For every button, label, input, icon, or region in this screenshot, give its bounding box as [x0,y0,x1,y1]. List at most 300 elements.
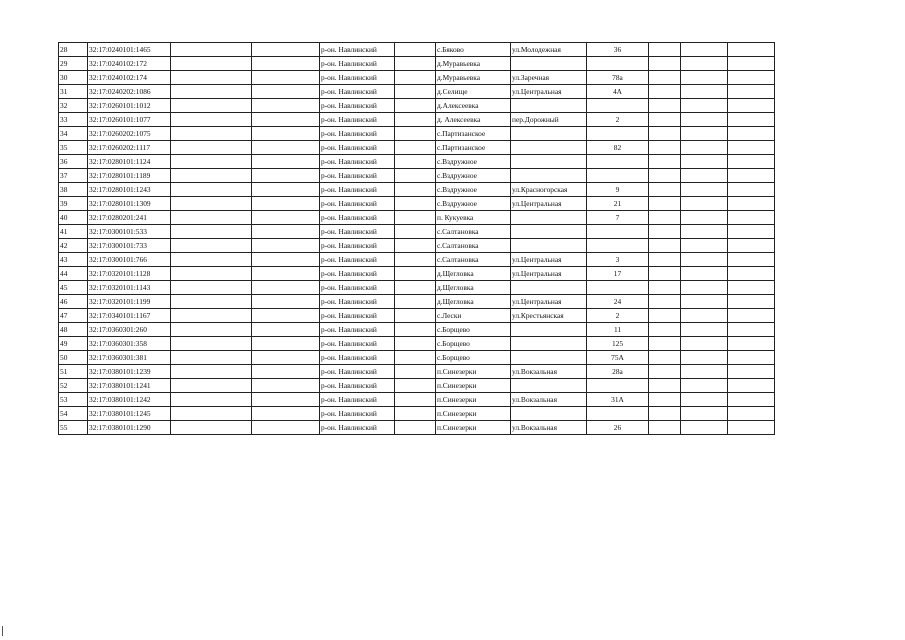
empty-cell [728,141,775,155]
empty-cell [681,393,728,407]
settlement-cell: с.Партизанское [436,127,511,141]
street-cell [511,239,587,253]
empty-cell [728,99,775,113]
house-number-cell [587,155,649,169]
settlement-cell: д.Щегловка [436,267,511,281]
empty-cell [728,113,775,127]
street-cell: ул.Центральная [511,253,587,267]
street-cell: ул.Вокзальная [511,421,587,435]
settlement-cell: д.Щегловка [436,281,511,295]
empty-cell [171,85,252,99]
row-number-cell: 48 [59,323,88,337]
street-cell [511,169,587,183]
empty-cell [395,43,436,57]
empty-cell [395,85,436,99]
region-cell: р-он. Навлинский [320,211,395,225]
street-cell: ул.Заречная [511,71,587,85]
empty-cell [171,113,252,127]
region-cell: р-он. Навлинский [320,281,395,295]
empty-cell [728,169,775,183]
empty-cell [649,393,681,407]
empty-cell [649,85,681,99]
empty-cell [728,365,775,379]
empty-cell [681,295,728,309]
settlement-cell: с.Вздружное [436,197,511,211]
house-number-cell: 11 [587,323,649,337]
cadastral-number-cell: 32:17:0380101:1242 [88,393,171,407]
empty-cell [395,295,436,309]
empty-cell [649,71,681,85]
region-cell: р-он. Навлинский [320,267,395,281]
cadastral-number-cell: 32:17:0300101:733 [88,239,171,253]
table-row [59,169,775,183]
empty-cell [728,239,775,253]
table-row [59,267,775,281]
table-row [59,351,775,365]
settlement-cell: с.Борщево [436,351,511,365]
empty-cell [681,99,728,113]
street-cell: ул.Центральная [511,85,587,99]
row-number-cell: 44 [59,267,88,281]
empty-cell [252,169,320,183]
table-row [59,85,775,99]
row-number-cell: 53 [59,393,88,407]
street-cell: ул.Красногорская [511,183,587,197]
settlement-cell: с.Салтановка [436,253,511,267]
empty-cell [649,127,681,141]
empty-cell [681,365,728,379]
empty-cell [649,421,681,435]
empty-cell [171,351,252,365]
empty-cell [171,141,252,155]
empty-cell [171,71,252,85]
settlement-cell: с.Бяково [436,43,511,57]
empty-cell [728,407,775,421]
empty-cell [649,239,681,253]
house-number-cell: 31А [587,393,649,407]
row-number-cell: 28 [59,43,88,57]
empty-cell [681,71,728,85]
house-number-cell [587,281,649,295]
house-number-cell: 36 [587,43,649,57]
empty-cell [649,99,681,113]
row-number-cell: 43 [59,253,88,267]
empty-cell [728,43,775,57]
empty-cell [395,99,436,113]
empty-cell [681,183,728,197]
cadastral-number-cell: 32:17:0280101:1309 [88,197,171,211]
empty-cell [395,71,436,85]
empty-cell [681,113,728,127]
table-row [59,281,775,295]
empty-cell [171,127,252,141]
house-number-cell: 125 [587,337,649,351]
empty-cell [252,85,320,99]
empty-cell [681,57,728,71]
street-cell: ул.Центральная [511,197,587,211]
cadastral-number-cell: 32:17:0240102:172 [88,57,171,71]
empty-cell [252,267,320,281]
empty-cell [728,323,775,337]
empty-cell [649,183,681,197]
street-cell [511,379,587,393]
region-cell: р-он. Навлинский [320,309,395,323]
row-number-cell: 47 [59,309,88,323]
street-cell: ул.Вокзальная [511,365,587,379]
empty-cell [171,407,252,421]
empty-cell [649,365,681,379]
cadastral-number-cell: 32:17:0360301:358 [88,337,171,351]
empty-cell [728,295,775,309]
empty-cell [395,267,436,281]
table-row [59,113,775,127]
street-cell [511,211,587,225]
row-number-cell: 39 [59,197,88,211]
settlement-cell: д.Алексеевка [436,99,511,113]
region-cell: р-он. Навлинский [320,295,395,309]
empty-cell [649,379,681,393]
table-row [59,155,775,169]
row-number-cell: 42 [59,239,88,253]
cadastral-number-cell: 32:17:0320101:1128 [88,267,171,281]
empty-cell [171,323,252,337]
region-cell: р-он. Навлинский [320,365,395,379]
table-row [59,337,775,351]
empty-cell [681,127,728,141]
empty-cell [171,253,252,267]
row-number-cell: 35 [59,141,88,155]
street-cell: ул.Вокзальная [511,393,587,407]
empty-cell [728,309,775,323]
settlement-cell: п.Синезерки [436,379,511,393]
empty-cell [395,365,436,379]
row-number-cell: 55 [59,421,88,435]
row-number-cell: 45 [59,281,88,295]
empty-cell [395,57,436,71]
region-cell: р-он. Навлинский [320,379,395,393]
empty-cell [681,281,728,295]
cadastral-number-cell: 32:17:0280101:1243 [88,183,171,197]
settlement-cell: с.Лески [436,309,511,323]
region-cell: р-он. Навлинский [320,421,395,435]
region-cell: р-он. Навлинский [320,351,395,365]
empty-cell [395,281,436,295]
empty-cell [681,155,728,169]
empty-cell [395,323,436,337]
empty-cell [681,267,728,281]
empty-cell [252,43,320,57]
empty-cell [649,295,681,309]
empty-cell [728,253,775,267]
cadastral-number-cell: 32:17:0320101:1143 [88,281,171,295]
empty-cell [728,57,775,71]
table-row [59,127,775,141]
empty-cell [171,337,252,351]
row-number-cell: 46 [59,295,88,309]
street-cell [511,337,587,351]
empty-cell [649,225,681,239]
empty-cell [681,225,728,239]
street-cell [511,127,587,141]
page-edge-mark [2,626,3,636]
empty-cell [171,295,252,309]
street-cell [511,141,587,155]
street-cell [511,323,587,337]
empty-cell [728,211,775,225]
empty-cell [395,211,436,225]
street-cell [511,225,587,239]
cadastral-number-cell: 32:17:0380101:1239 [88,365,171,379]
empty-cell [728,183,775,197]
table-row [59,197,775,211]
empty-cell [252,127,320,141]
table-row [59,43,775,57]
table-row [59,421,775,435]
row-number-cell: 34 [59,127,88,141]
settlement-cell: п.Синезерки [436,365,511,379]
row-number-cell: 32 [59,99,88,113]
table-row [59,393,775,407]
settlement-cell: с.Партизанское [436,141,511,155]
house-number-cell [587,225,649,239]
empty-cell [252,141,320,155]
house-number-cell [587,99,649,113]
empty-cell [728,281,775,295]
empty-cell [252,155,320,169]
cadastral-table [58,42,775,435]
row-number-cell: 40 [59,211,88,225]
empty-cell [728,393,775,407]
row-number-cell: 50 [59,351,88,365]
house-number-cell [587,239,649,253]
empty-cell [681,197,728,211]
empty-cell [395,183,436,197]
cadastral-number-cell: 32:17:0260101:1012 [88,99,171,113]
house-number-cell: 28а [587,365,649,379]
settlement-cell: п. Кукуевка [436,211,511,225]
row-number-cell: 54 [59,407,88,421]
empty-cell [649,155,681,169]
empty-cell [681,239,728,253]
house-number-cell [587,407,649,421]
empty-cell [681,169,728,183]
empty-cell [395,407,436,421]
empty-cell [728,197,775,211]
empty-cell [649,211,681,225]
empty-cell [649,337,681,351]
empty-cell [728,379,775,393]
region-cell: р-он. Навлинский [320,239,395,253]
empty-cell [171,267,252,281]
empty-cell [395,379,436,393]
row-number-cell: 33 [59,113,88,127]
empty-cell [649,309,681,323]
house-number-cell: 21 [587,197,649,211]
street-cell [511,281,587,295]
empty-cell [395,155,436,169]
cadastral-number-cell: 32:17:0260101:1077 [88,113,171,127]
empty-cell [252,197,320,211]
table-row [59,295,775,309]
settlement-cell: д.Селище [436,85,511,99]
empty-cell [171,57,252,71]
region-cell: р-он. Навлинский [320,99,395,113]
house-number-cell: 82 [587,141,649,155]
region-cell: р-он. Навлинский [320,57,395,71]
empty-cell [171,155,252,169]
settlement-cell: д.Муравьевка [436,71,511,85]
table-row [59,225,775,239]
empty-cell [395,351,436,365]
table-row [59,141,775,155]
cadastral-number-cell: 32:17:0280201:241 [88,211,171,225]
cadastral-number-cell: 32:17:0340101:1167 [88,309,171,323]
empty-cell [252,99,320,113]
table-row [59,379,775,393]
street-cell: ул.Крестьянская [511,309,587,323]
row-number-cell: 41 [59,225,88,239]
house-number-cell: 24 [587,295,649,309]
empty-cell [395,309,436,323]
table-row [59,71,775,85]
cadastral-number-cell: 32:17:0380101:1245 [88,407,171,421]
empty-cell [252,183,320,197]
empty-cell [171,393,252,407]
empty-cell [252,365,320,379]
settlement-cell: с.Вздружное [436,155,511,169]
empty-cell [681,407,728,421]
cadastral-number-cell: 32:17:0380101:1290 [88,421,171,435]
cadastral-number-cell: 32:17:0300101:533 [88,225,171,239]
region-cell: р-он. Навлинский [320,71,395,85]
empty-cell [252,281,320,295]
empty-cell [395,337,436,351]
empty-cell [681,211,728,225]
empty-cell [395,239,436,253]
settlement-cell: с.Салтановка [436,225,511,239]
street-cell [511,155,587,169]
house-number-cell [587,127,649,141]
row-number-cell: 37 [59,169,88,183]
row-number-cell: 30 [59,71,88,85]
empty-cell [728,351,775,365]
cadastral-number-cell: 32:17:0300101:766 [88,253,171,267]
empty-cell [252,239,320,253]
settlement-cell: п.Синезерки [436,407,511,421]
street-cell: ул.Молодежная [511,43,587,57]
region-cell: р-он. Навлинский [320,183,395,197]
cadastral-number-cell: 32:17:0320101:1199 [88,295,171,309]
table-row [59,407,775,421]
empty-cell [681,253,728,267]
empty-cell [649,351,681,365]
empty-cell [728,337,775,351]
house-number-cell: 9 [587,183,649,197]
empty-cell [728,225,775,239]
empty-cell [395,253,436,267]
empty-cell [649,169,681,183]
empty-cell [171,225,252,239]
empty-cell [252,253,320,267]
cadastral-number-cell: 32:17:0360301:381 [88,351,171,365]
empty-cell [252,295,320,309]
row-number-cell: 31 [59,85,88,99]
empty-cell [649,57,681,71]
region-cell: р-он. Навлинский [320,323,395,337]
region-cell: р-он. Навлинский [320,85,395,99]
empty-cell [252,421,320,435]
house-number-cell: 26 [587,421,649,435]
empty-cell [728,421,775,435]
street-cell: ул.Центральная [511,267,587,281]
house-number-cell: 2 [587,309,649,323]
region-cell: р-он. Навлинский [320,113,395,127]
house-number-cell [587,169,649,183]
street-cell: ул.Центральная [511,295,587,309]
house-number-cell: 4А [587,85,649,99]
street-cell: пер.Дорожный [511,113,587,127]
settlement-cell: п.Синезерки [436,421,511,435]
table-row [59,183,775,197]
region-cell: р-он. Навлинский [320,337,395,351]
cadastral-number-cell: 32:17:0240102:174 [88,71,171,85]
empty-cell [649,281,681,295]
region-cell: р-он. Навлинский [320,169,395,183]
empty-cell [649,197,681,211]
empty-cell [395,141,436,155]
settlement-cell: с.Салтановка [436,239,511,253]
table-row [59,309,775,323]
empty-cell [395,225,436,239]
empty-cell [252,113,320,127]
empty-cell [395,393,436,407]
house-number-cell: 17 [587,267,649,281]
cadastral-number-cell: 32:17:0280101:1189 [88,169,171,183]
settlement-cell: д.Муравьевка [436,57,511,71]
empty-cell [728,267,775,281]
table-body [59,43,775,435]
empty-cell [681,309,728,323]
house-number-cell: 78а [587,71,649,85]
cadastral-number-cell: 32:17:0380101:1241 [88,379,171,393]
empty-cell [171,169,252,183]
empty-cell [252,351,320,365]
empty-cell [171,421,252,435]
empty-cell [395,127,436,141]
house-number-cell: 75А [587,351,649,365]
empty-cell [728,71,775,85]
empty-cell [649,267,681,281]
row-number-cell: 51 [59,365,88,379]
row-number-cell: 38 [59,183,88,197]
empty-cell [171,239,252,253]
table-row [59,57,775,71]
house-number-cell: 7 [587,211,649,225]
empty-cell [252,71,320,85]
region-cell: р-он. Навлинский [320,393,395,407]
empty-cell [728,127,775,141]
region-cell: р-он. Навлинский [320,155,395,169]
region-cell: р-он. Навлинский [320,43,395,57]
house-number-cell: 2 [587,113,649,127]
empty-cell [649,141,681,155]
empty-cell [649,323,681,337]
empty-cell [171,309,252,323]
street-cell [511,57,587,71]
empty-cell [395,113,436,127]
empty-cell [649,43,681,57]
cadastral-number-cell: 32:17:0240202:1086 [88,85,171,99]
